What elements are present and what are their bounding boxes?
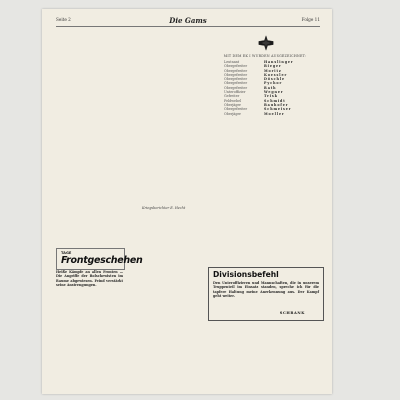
front-news-box bbox=[56, 248, 143, 270]
issue-number: Folge 11 bbox=[301, 17, 320, 22]
award-rank: Oberjäger bbox=[224, 111, 241, 116]
award-name: Döschle bbox=[264, 77, 285, 82]
award-name: Koessler bbox=[264, 72, 288, 77]
division-text: Den Unteroffizieren und Mannschaften, die in unserem Truppenteil im Einsatz standen, spreche ich für die tapfere Haltung meine Anerkennung aus. Der Kampf geht weiter. bbox=[213, 281, 319, 298]
award-name: Bauhofer bbox=[264, 102, 289, 107]
award-name: Moeller bbox=[264, 111, 285, 116]
article-signature: Kriegsberichter E. Hecht bbox=[142, 206, 186, 210]
iron-cross-awards bbox=[208, 30, 322, 116]
front-lead: Heiße Kämpfe an allen Fronten — Die Angriffe der Bolschewisten im Raume abgewiesen. Feind verstärkt seine Anstrengungen. bbox=[56, 270, 123, 288]
award-name: Schmeiser bbox=[264, 107, 292, 112]
award-name: Schmidt bbox=[264, 98, 286, 103]
award-rank: Unteroffizier bbox=[224, 90, 246, 95]
award-rank: Obergefreiter bbox=[224, 81, 248, 86]
award-rank: Oberjäger bbox=[224, 102, 241, 107]
awards-list bbox=[224, 60, 310, 116]
award-row bbox=[224, 112, 310, 116]
front-stamp: TAGE bbox=[61, 251, 72, 255]
column-1-text bbox=[56, 30, 124, 390]
award-rank: Gefreiter bbox=[224, 94, 240, 99]
division-signature: SCHRANK bbox=[279, 311, 305, 315]
award-rank: Feldwebel bbox=[224, 98, 242, 103]
award-rank: Obergefreiter bbox=[224, 85, 248, 90]
header-rule bbox=[56, 26, 320, 27]
page-number: Seite 2 bbox=[56, 17, 71, 22]
award-rank: Obergefreiter bbox=[224, 77, 248, 82]
column-2-text bbox=[130, 30, 202, 390]
award-name: Wegner bbox=[264, 90, 284, 95]
award-name: Pychor bbox=[264, 81, 283, 86]
column-3-text bbox=[208, 187, 322, 265]
award-rank: Leutnant bbox=[224, 60, 240, 64]
column-3-tail-text bbox=[208, 325, 322, 391]
award-name: Bieger bbox=[264, 64, 282, 69]
newspaper-page bbox=[42, 9, 332, 394]
award-name: Hanslinger bbox=[264, 60, 294, 64]
award-name: Moritz bbox=[264, 68, 282, 73]
award-name: Trisk bbox=[264, 94, 278, 99]
award-rank: Obergefreiter bbox=[224, 64, 248, 69]
award-rank: Obergefreiter bbox=[224, 68, 248, 73]
award-name: Rath bbox=[264, 85, 277, 90]
division-title: Divisionsbefehl bbox=[213, 270, 279, 279]
award-rank: Obergefreiter bbox=[224, 107, 248, 112]
awards-caption: MIT DEM EK I WURDEN AUSGEZEICHNET: bbox=[223, 54, 307, 58]
iron-cross-icon bbox=[258, 35, 274, 51]
front-title: Frontgeschehen bbox=[61, 255, 143, 266]
division-order-box bbox=[208, 267, 324, 321]
award-rank: Obergefreiter bbox=[224, 72, 248, 77]
newspaper-title: Die Gams bbox=[169, 16, 207, 25]
